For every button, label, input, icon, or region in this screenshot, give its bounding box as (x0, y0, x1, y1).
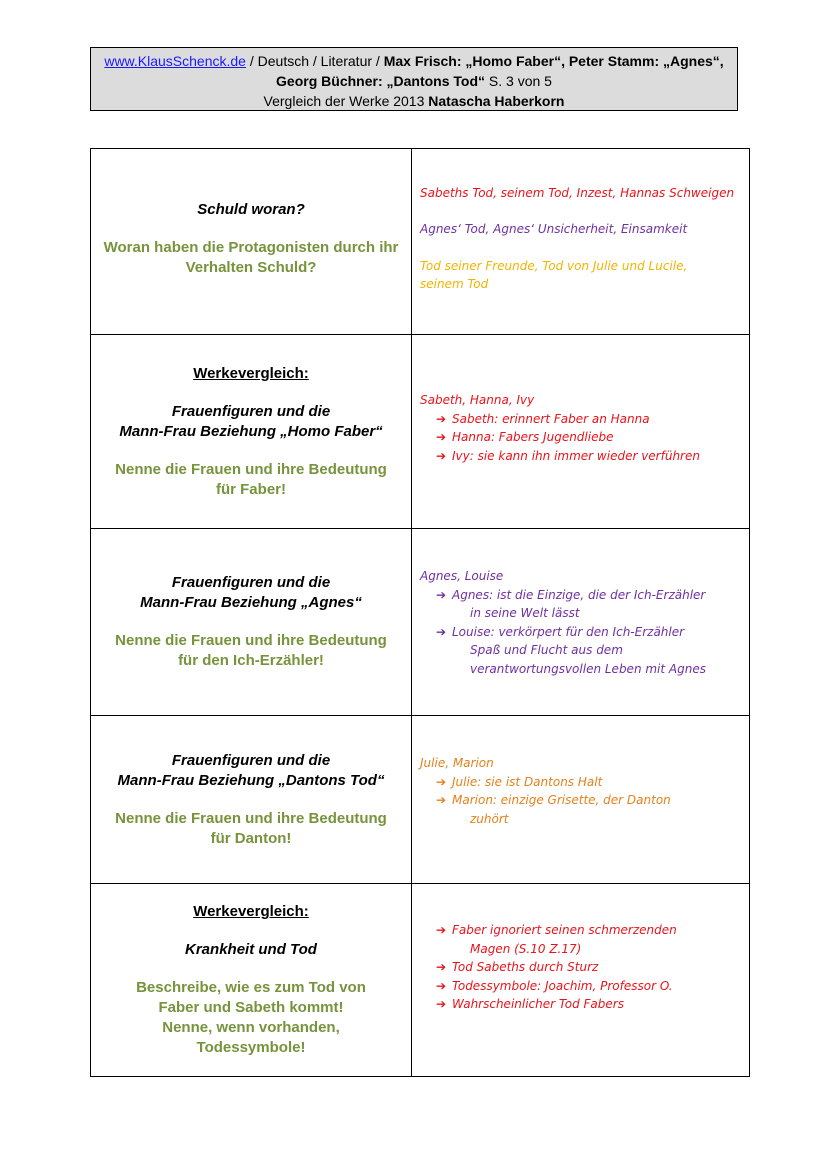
question-cell (91, 716, 412, 884)
list-item-continuation: Magen (S.10 Z.17) (470, 941, 582, 956)
list-item-continuation: verantwortungsvollen Leben mit Agnes (470, 661, 706, 676)
arrow-icon: ➔ (435, 448, 446, 463)
question-heading: Werkevergleich: (193, 903, 309, 920)
arrow-icon: ➔ (435, 960, 446, 974)
header-line-2 (91, 71, 737, 91)
arrow-icon: ➔ (435, 923, 446, 937)
question-title: Frauenfiguren und die Mann-Frau Beziehung „Homo Faber“ (119, 402, 383, 440)
question-title: Schuld woran? (197, 200, 305, 218)
answer-intro: Agnes, Louise (420, 569, 504, 583)
question-task: Nenne die Frauen und ihre Bedeutung für Faber! (115, 460, 387, 498)
list-item-continuation: Spaß und Flucht aus dem (470, 643, 623, 657)
header-line-1 (91, 51, 737, 71)
table-row (91, 884, 750, 1077)
question-title: Frauenfiguren und die Mann-Frau Beziehung „Dantons Tod“ (117, 751, 385, 789)
question-task: Beschreibe, wie es zum Tod von Faber und Sabeth kommt! Nenne, wenn vorhanden, Todessymbole! (136, 979, 366, 1056)
answer-agnes: Agnes‘ Tod, Agnes‘ Unsicherheit, Einsamkeit (420, 222, 688, 236)
question-cell (91, 529, 412, 716)
list-item: ➔ Ivy: sie kann ihn immer wieder verführen (420, 447, 749, 466)
answer-cell (412, 335, 750, 529)
question-heading: Werkevergleich: (193, 364, 309, 382)
question-task: Nenne die Frauen und ihre Bedeutung für Danton! (115, 809, 387, 847)
answer-intro: Julie, Marion (420, 756, 494, 770)
header-page: S. 3 von 5 (485, 73, 552, 89)
arrow-icon: ➔ (435, 774, 446, 789)
list-item: ➔ Agnes: ist die Einzige, die der Ich-Erzähler (420, 586, 749, 605)
question-cell (91, 884, 412, 1077)
question-task: Woran haben die Protagonisten durch ihr Verhalten Schuld? (103, 238, 399, 276)
arrow-icon: ➔ (435, 978, 446, 993)
question-title: Krankheit und Tod (185, 941, 317, 958)
question-cell (91, 335, 412, 529)
answer-intro: Sabeth, Hanna, Ivy (420, 393, 535, 407)
arrow-icon: ➔ (435, 793, 446, 807)
arrow-icon: ➔ (435, 997, 446, 1011)
question-task: Nenne die Frauen und ihre Bedeutung für den Ich-Erzähler! (115, 632, 387, 669)
list-item: ➔ Tod Sabeths durch Sturz (420, 958, 749, 977)
table-row (91, 529, 750, 716)
list-item: ➔ Louise: verkörpert für den Ich-Erzähler (420, 623, 749, 642)
header-line-3 (91, 91, 737, 111)
answer-danton: Tod seiner Freunde, Tod von Julie und Lucile, seinem Tod (420, 258, 688, 291)
answer-cell (412, 884, 750, 1077)
list-item: ➔ Hanna: Fabers Jugendliebe (420, 428, 749, 447)
list-item: ➔ Wahrscheinlicher Tod Fabers (420, 995, 749, 1014)
site-link[interactable]: www.KlausSchenck.de (104, 53, 246, 69)
header-path: / Deutsch / Literatur / (245, 53, 384, 69)
arrow-icon: ➔ (435, 411, 446, 426)
answer-cell (412, 716, 750, 884)
table-row (91, 335, 750, 529)
table-row (91, 716, 750, 884)
header-subtitle: Vergleich der Werke 2013 (263, 93, 429, 109)
header-works-line-1: Max Frisch: „Homo Faber“, Peter Stamm: „Agnes“, (383, 53, 724, 69)
header-works-line-2: Georg Büchner: „Dantons Tod“ (276, 73, 486, 89)
answer-cell (412, 149, 750, 335)
arrow-icon: ➔ (435, 624, 446, 639)
answer-faber: Sabeths Tod, seinem Tod, Inzest, Hannas Schweigen (420, 185, 735, 200)
comparison-table (90, 148, 750, 1077)
list-item: ➔ Faber ignoriert seinen schmerzenden (420, 921, 749, 940)
list-item-continuation: in seine Welt lässt (470, 606, 580, 620)
list-item: ➔ Julie: sie ist Dantons Halt (420, 773, 749, 792)
header-author: Natascha Haberkorn (428, 93, 565, 109)
list-item-continuation: zuhört (470, 811, 509, 826)
table-row (91, 149, 750, 335)
list-item: ➔ Sabeth: erinnert Faber an Hanna (420, 410, 749, 429)
question-title: Frauenfiguren und die Mann-Frau Beziehung „Agnes“ (140, 574, 362, 611)
list-item: ➔ Marion: einzige Grisette, der Danton (420, 791, 749, 810)
question-cell (91, 149, 412, 335)
list-item: ➔ Todessymbole: Joachim, Professor O. (420, 977, 749, 996)
answer-cell (412, 529, 750, 716)
arrow-icon: ➔ (435, 587, 446, 602)
document-header (90, 47, 738, 111)
arrow-icon: ➔ (435, 430, 446, 444)
